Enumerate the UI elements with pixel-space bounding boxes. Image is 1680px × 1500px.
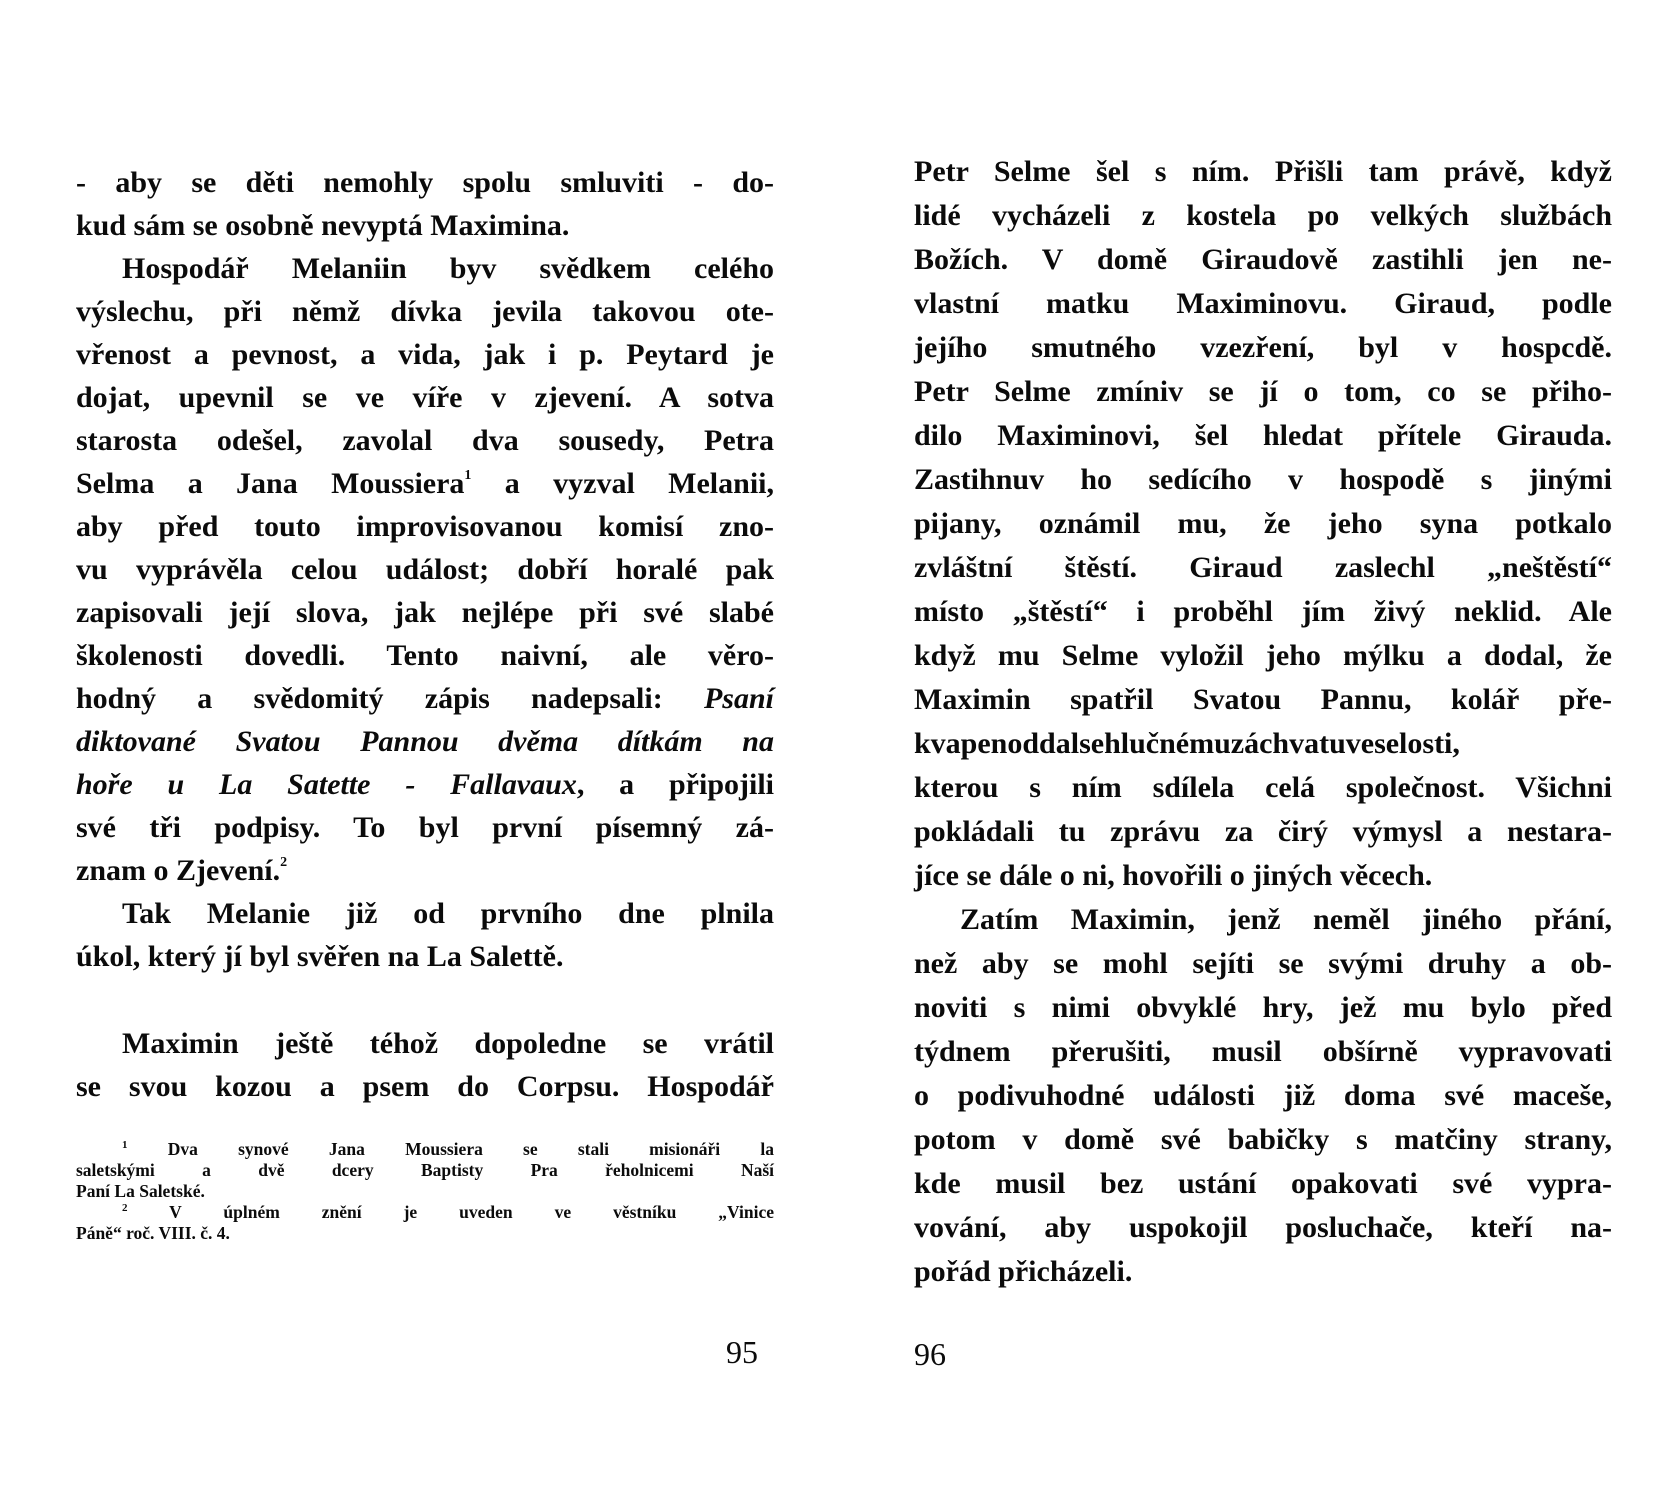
text-line: kud sám se osobně nevyptá Maximina. [76,209,570,242]
text-line: noviti s nimi obvyklé hry, jež mu bylo před [914,991,1612,1024]
text-line [76,849,774,892]
text-line: potom v domě své babičky s matčiny strany, [914,1123,1612,1156]
page-number-right: 96 [914,1336,946,1372]
text-line: vování, aby uspokojil posluchače, kteří na- [914,1211,1612,1244]
text-line: saletskými a dvě dcery Baptisty Pra řeholnicemi Naší [76,1160,774,1180]
text-line: pokládali tu zprávu za čirý výmysl a nestara- [914,815,1612,848]
text-segment: znam o Zjevení. [76,854,281,887]
text-line: své tři podpisy. To byl první písemný zá- [76,811,774,844]
text-segment: Selma a Jana Moussiera [76,467,465,500]
text-line: Maximin ještě téhož dopoledne se vrátil [122,1027,774,1060]
italic-text: Psaní [703,682,774,715]
footnote-marker: 1 [122,1139,128,1151]
text-line: dojat, upevnil se ve víře v zjevení. A sotva [76,381,774,414]
text-line: Petr Selme šel s ním. Přišli tam právě, když [914,155,1612,188]
text-line: Páně“ roč. VIII. č. 4. [76,1223,230,1243]
text-line [76,1139,774,1160]
paragraph [76,1022,774,1108]
footnote-marker: 2 [122,1202,128,1214]
text-line: zapisovali její slova, jak nejlépe při své slabé [76,596,774,629]
text-line: pořád přicházeli. [914,1255,1133,1288]
text-line [76,677,774,720]
left-page-body-text [76,161,774,1108]
text-line: vlastní matku Maximinovu. Giraud, podle [914,287,1612,320]
text-line: výslechu, při němž dívka jevila takovou ote- [76,295,774,328]
text-line: kde musil bez ustání opakovati své vypra- [914,1167,1612,1200]
text-line: Zatím Maximin, jenž neměl jiného přání, [960,903,1612,936]
footnote-marker: 2 [280,855,288,870]
text-line [76,1202,774,1223]
paragraph [76,1202,774,1244]
text-line: lidé vycházeli z kostela po velkých službách [914,199,1612,232]
text-segment: hodný a svědomitý zápis nadepsali: [76,682,704,715]
paragraph [76,1139,774,1202]
text-line: pijany, oznámil mu, že jeho syna potkalo [914,507,1612,540]
text-line: Božích. V domě Giraudově zastihli jen ne- [914,243,1612,276]
text-line: jíce se dále o ni, hovořili o jiných věcech. [914,859,1433,892]
text-line: vu vyprávěla celou událost; dobří horalé pak [76,553,774,586]
text-line: když mu Selme vyložil jeho mýlku a dodal, že [914,639,1612,672]
page-number-left: 95 [726,1334,758,1370]
text-line: dilo Maximinovi, šel hledat přítele Girauda. [914,419,1612,452]
text-segment: V úplném znění je uveden ve věstníku „Vinice [127,1202,774,1222]
text-line [76,763,774,806]
text-line: zvláštní štěstí. Giraud zaslechl „neštěstí“ [914,551,1612,584]
text-line: Paní La Saletské. [76,1181,205,1201]
text-line: Tak Melanie již od prvního dne plnila [122,897,774,930]
text-line: kterou s ním sdílela celá společnost. Všichni [914,771,1612,804]
left-page-footnotes [76,1139,774,1244]
text-line: úkol, který jí byl svěřen na La Salettě. [76,940,564,973]
text-line: vřenost a pevnost, a vida, jak i p. Peytard je [76,338,774,371]
footnote-marker: 1 [464,468,472,483]
text-segment: , a připojili [576,768,774,801]
text-line [76,462,774,505]
paragraph [914,898,1612,1294]
text-line: se svou kozou a psem do Corpsu. Hospodář [76,1070,774,1103]
text-line: než aby se mohl sejíti se svými druhy a ob- [914,947,1612,980]
text-line: Zastihnuv ho sedícího v hospodě s jinými [914,463,1612,496]
text-line: Hospodář Melaniin byv svědkem celého [122,252,774,285]
italic-text: diktované Svatou Pannou dvěma dítkám na [76,725,774,758]
text-line: kvapenoddalsehlučnémuzáchvatuveselosti, [914,727,1460,760]
paragraph [76,247,774,892]
text-line [76,720,774,763]
text-segment: a vyzval Melanii, [471,467,774,500]
text-line: o podivuhodné události již doma své maceše, [914,1079,1612,1112]
text-line: - aby se děti nemohly spolu smluviti - do- [76,166,774,199]
italic-text: hoře u La Satette - Fallavaux [76,768,577,801]
right-page-body-text [914,150,1612,1294]
text-line: jejího smutného vzezření, byl v hospcdě. [914,331,1612,364]
paragraph [76,161,774,247]
paragraph [914,150,1612,898]
text-line: aby před touto improvisovanou komisí zno- [76,510,774,543]
text-line: Petr Selme zmíniv se jí o tom, co se přiho- [914,375,1612,408]
text-line: Maximin spatřil Svatou Pannu, kolář pře- [914,683,1612,716]
paragraph [76,892,774,978]
text-segment: Dva synové Jana Moussiera se stali misionáři la [127,1139,774,1159]
text-line: týdnem přerušiti, musil obšírně vypravovati [914,1035,1612,1068]
text-line: školenosti dovedli. Tento naivní, ale věro- [76,639,774,672]
text-line: starosta odešel, zavolal dva sousedy, Petra [76,424,774,457]
text-line: místo „štěstí“ i proběhl jím živý neklid. Ale [914,595,1612,628]
